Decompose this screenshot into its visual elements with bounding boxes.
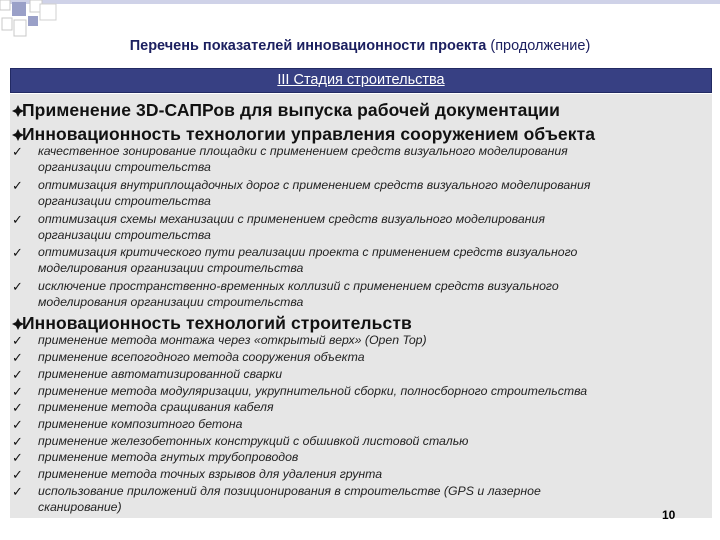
- list-item-line: применение метода модуляризации, укрупнительной сборки, полносборного строительства: [38, 384, 588, 398]
- list-item: [38, 279, 698, 310]
- list-item-line: применение метода гнутых трубопроводов: [38, 450, 299, 464]
- section-heading: Применение 3D-САПРов для выпуска рабочей документации: [22, 100, 560, 120]
- checkmark-icon: ✓: [12, 144, 23, 159]
- section-heading: Инновационность технологии управления сооружением объекта: [22, 124, 596, 144]
- list-item-line: применение композитного бетона: [38, 417, 243, 431]
- list-item-line: применение метода точных взрывов для удаления грунта: [38, 467, 383, 481]
- checkmark-icon: ✓: [12, 245, 23, 260]
- list-item: [38, 417, 698, 433]
- checkmark-icon: ✓: [12, 384, 23, 399]
- page-number: 10: [662, 508, 676, 522]
- checkmark-icon: ✓: [12, 212, 23, 227]
- list-item-line: применение метода сращивания кабеля: [38, 400, 274, 414]
- list-item: [38, 245, 698, 276]
- list-item: [38, 212, 698, 243]
- list-item-line: использование приложений для позиционирования в строительстве (GPS и лазерное: [38, 484, 541, 498]
- list-item-line: оптимизация схемы механизации с применением средств визуального моделирования: [38, 212, 545, 226]
- list-item: [38, 384, 698, 400]
- list-item-line: организации строительства: [38, 193, 211, 208]
- list-item-line: организации строительства: [38, 227, 211, 242]
- list-item: [38, 178, 698, 209]
- list-item-line: моделирования организации строительства: [38, 294, 304, 309]
- page-title: Перечень показателей инновационности проекта (продолжение): [129, 38, 591, 54]
- section-heading: Инновационность технологий строительств: [22, 313, 412, 333]
- list-item-line: применение автоматизированной сварки: [38, 367, 283, 381]
- list-item: [38, 450, 698, 466]
- checkmark-icon: ✓: [12, 178, 23, 193]
- checkmark-icon: ✓: [12, 484, 23, 499]
- list-item-line: качественное зонирование площадки с применением средств визуального моделирования: [38, 144, 568, 158]
- checkmark-icon: ✓: [12, 279, 23, 294]
- list-item: [38, 484, 698, 515]
- list-item: [38, 350, 698, 366]
- stage-label: III Стадия строительства: [277, 72, 445, 88]
- list-item-line: сканирование): [38, 499, 122, 514]
- checkmark-icon: ✓: [12, 400, 23, 415]
- list-item: [38, 367, 698, 383]
- list-item-line: применение железобетонных конструкций с обшивкой листовой сталью: [38, 434, 469, 448]
- list-item: [38, 144, 698, 175]
- list-item-line: применение метода монтажа через «открытый верх» (Open Top): [38, 333, 427, 347]
- checkmark-icon: ✓: [12, 434, 23, 449]
- list-item-line: применение всепогодного метода сооружения объекта: [38, 350, 365, 364]
- list-item-line: исключение пространственно-временных коллизий с применением средств визуального: [38, 279, 559, 293]
- list-item: [38, 467, 698, 483]
- list-item-line: организации строительства: [38, 159, 211, 174]
- list-item: [38, 333, 698, 349]
- checkmark-icon: ✓: [12, 467, 23, 482]
- list-item: [38, 400, 698, 416]
- checkmark-icon: ✓: [12, 367, 23, 382]
- stage-header-bar: [10, 68, 712, 93]
- list-item: [38, 434, 698, 450]
- list-item-line: оптимизация критического пути реализации проекта с применением средств визуального: [38, 245, 578, 259]
- checkmark-icon: ✓: [12, 450, 23, 465]
- list-item-line: оптимизация внутриплощадочных дорог с применением средств визуального моделирования: [38, 178, 591, 192]
- checkmark-icon: ✓: [12, 417, 23, 432]
- checkmark-icon: ✓: [12, 333, 23, 348]
- list-item-line: моделирования организации строительства: [38, 260, 304, 275]
- checkmark-icon: ✓: [12, 350, 23, 365]
